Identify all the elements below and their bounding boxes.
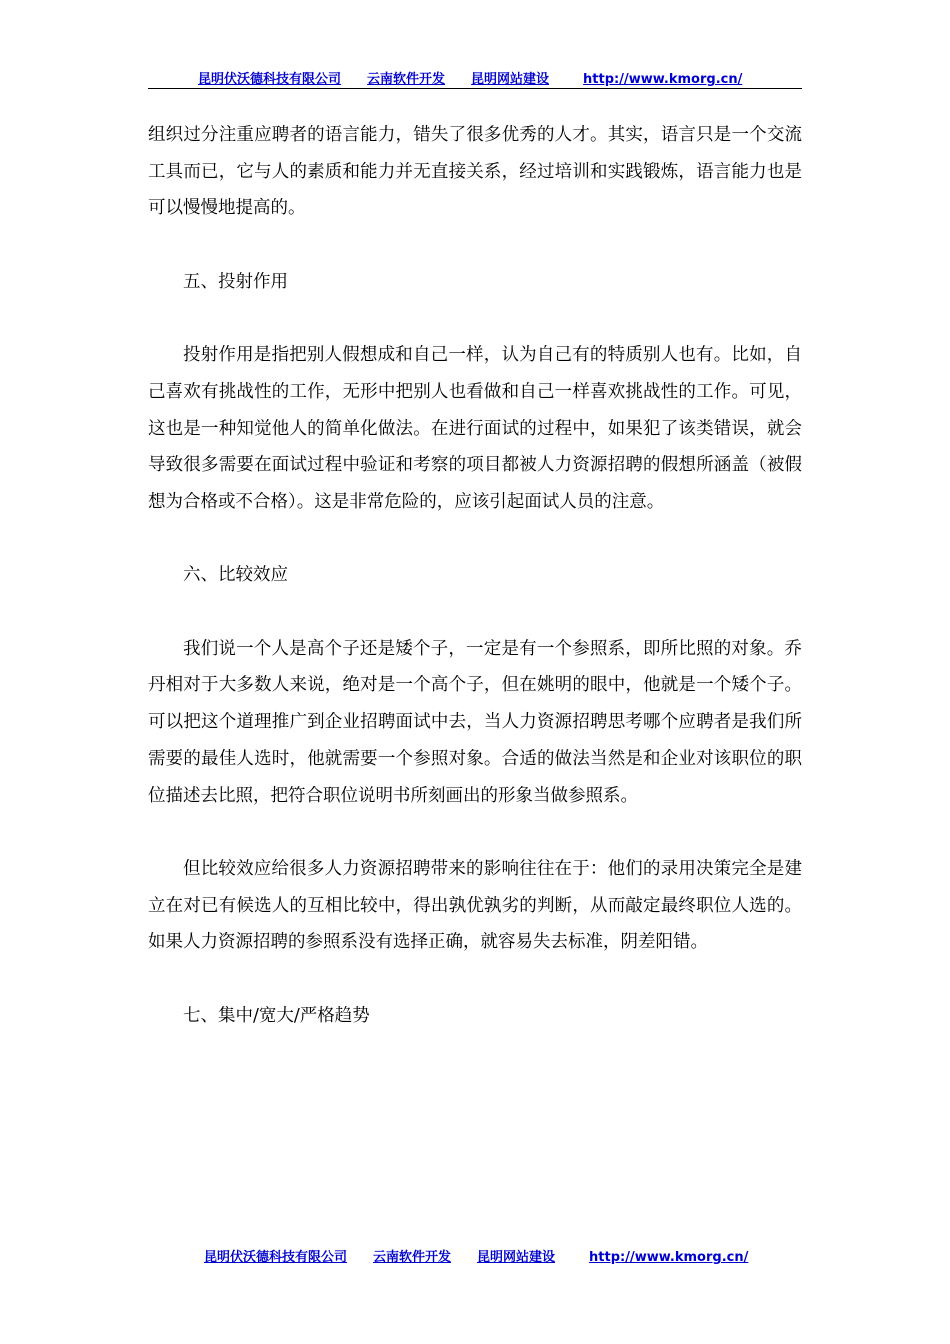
paragraph-comparison-2: 但比较效应给很多人力资源招聘带来的影响往往在于：他们的录用决策完全是建立在对已有候选人的互相比较中，得出孰优孰劣的判断，从而敲定最终职位人选的。如果人力资源招聘的参照系没有选择正确，就容易失去标准，阴差阳错。 bbox=[148, 858, 802, 953]
spacer bbox=[148, 594, 802, 631]
footer-link-url[interactable]: http://www.kmorg.cn/ bbox=[589, 1250, 749, 1265]
footer-link-website-build[interactable]: 昆明网站建设 bbox=[477, 1250, 556, 1265]
section-heading-6: 六、比较效应 bbox=[183, 565, 288, 586]
spacer bbox=[148, 961, 802, 998]
paragraph-continued: 组织过分注重应聘者的语言能力，错失了很多优秀的人才。其实，语言只是一个交流工具而已，它与人的素质和能力并无直接关系，经过培训和实践锻炼，语言能力也是可以慢慢地提高的。 bbox=[148, 125, 802, 219]
page-header bbox=[148, 66, 802, 89]
header-link-url[interactable]: http://www.kmorg.cn/ bbox=[583, 72, 743, 87]
header-link-company[interactable]: 昆明伏沃德科技有限公司 bbox=[198, 72, 342, 87]
spacer bbox=[148, 227, 802, 264]
spacer bbox=[148, 521, 802, 558]
header-link-website-build[interactable]: 昆明网站建设 bbox=[471, 72, 550, 87]
page-footer bbox=[204, 1246, 804, 1268]
header-links bbox=[198, 68, 742, 87]
paragraph-comparison-1: 我们说一个人是高个子还是矮个子，一定是有一个参照系，即所比照的对象。乔丹相对于大多数人来说，绝对是一个高个子，但在姚明的眼中，他就是一个矮个子。可以把这个道理推广到企业招聘面试中去，当人力资源招聘思考哪个应聘者是我们所需要的最佳人选时，他就需要一个参照对象。合适的做法当然是和企业对该职位的职位描述去比照，把符合职位说明书所刻画出的形象当做参照系。 bbox=[148, 638, 802, 806]
footer-links bbox=[204, 1246, 748, 1265]
section-heading-5: 五、投射作用 bbox=[183, 271, 288, 292]
section-heading-7: 七、集中/宽大/严格趋势 bbox=[183, 1005, 370, 1026]
spacer bbox=[148, 301, 802, 338]
footer-link-company[interactable]: 昆明伏沃德科技有限公司 bbox=[204, 1250, 348, 1265]
paragraph-projection: 投射作用是指把别人假想成和自己一样，认为自己有的特质别人也有。比如，自己喜欢有挑战性的工作，无形中把别人也看做和自己一样喜欢挑战性的工作。可见，这也是一种知觉他人的简单化做法。在进行面试的过程中，如果犯了该类错误，就会导致很多需要在面试过程中验证和考察的项目都被人力资源招聘的假想所涵盖（被假想为合格或不合格）。这是非常危险的，应该引起面试人员的注意。 bbox=[148, 345, 802, 512]
document-body bbox=[148, 117, 802, 1034]
footer-link-software-dev[interactable]: 云南软件开发 bbox=[373, 1250, 452, 1265]
header-link-software-dev[interactable]: 云南软件开发 bbox=[367, 72, 446, 87]
spacer bbox=[148, 814, 802, 851]
